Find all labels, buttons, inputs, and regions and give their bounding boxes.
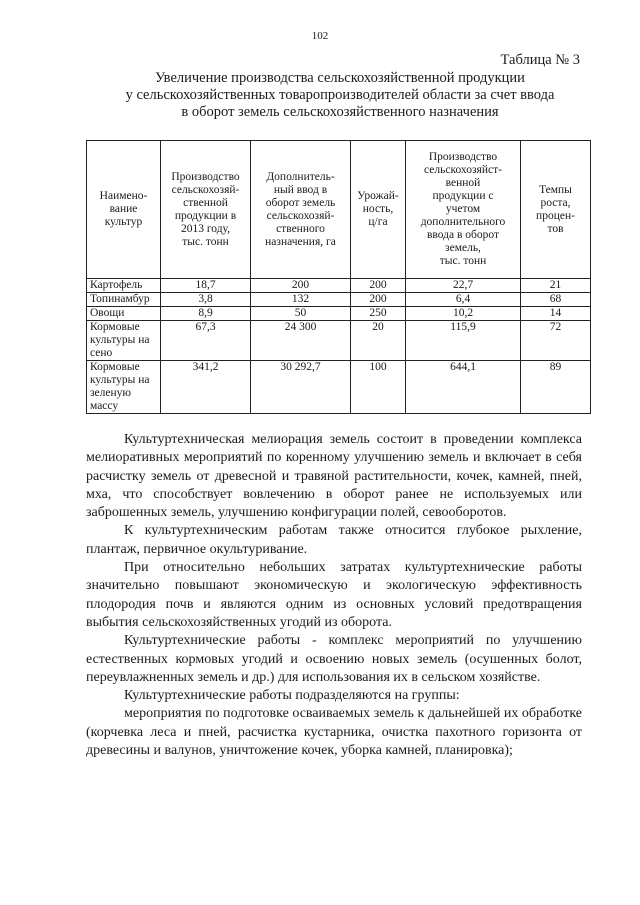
value-cell: 67,3 bbox=[161, 321, 251, 361]
table-body bbox=[87, 279, 591, 414]
header-cell-production-2013 bbox=[161, 141, 251, 279]
header-line: Производство bbox=[428, 151, 498, 163]
crop-name-cell bbox=[87, 321, 161, 361]
header-line: ность, bbox=[362, 203, 394, 215]
title-line: у сельскохозяйственных товаропроизводителей области за счет ввода bbox=[125, 87, 555, 103]
crop-name-line: Топинамбур bbox=[90, 293, 150, 305]
value-cell: 68 bbox=[521, 293, 591, 307]
header-line: вание bbox=[109, 203, 138, 215]
header-line: ственного bbox=[276, 222, 325, 235]
table-label: Таблица № 3 bbox=[500, 52, 580, 68]
crop-name-line: Картофель bbox=[90, 279, 143, 291]
header-cell-production-with-land bbox=[406, 141, 521, 279]
header-line: 2013 году, bbox=[180, 222, 231, 235]
table-row bbox=[87, 307, 591, 321]
crop-name-line: культуры на bbox=[90, 334, 150, 346]
body-text bbox=[86, 431, 582, 760]
title-line: в оборот земель сельскохозяйственного назначения bbox=[181, 104, 499, 120]
table-header-row bbox=[87, 141, 591, 279]
paragraph: Культуртехнические работы подразделяются на группы: bbox=[124, 688, 460, 704]
header-line: Наимено- bbox=[99, 190, 148, 202]
value-cell: 200 bbox=[251, 279, 351, 293]
header-line: назначения, га bbox=[265, 235, 336, 248]
value-cell: 200 bbox=[351, 279, 406, 293]
value-cell: 89 bbox=[521, 361, 591, 414]
value-cell: 10,2 bbox=[406, 307, 521, 321]
header-line: учетом bbox=[445, 203, 481, 215]
value-cell: 72 bbox=[521, 321, 591, 361]
table-row bbox=[87, 321, 591, 361]
header-line: ввода в оборот bbox=[426, 229, 500, 241]
header-line: ственной bbox=[183, 196, 228, 209]
paragraph: К культуртехническим работам также относится глубокое рыхление, плантаж, первичное окультуривание. bbox=[86, 523, 582, 557]
header-cell-crop-name bbox=[87, 141, 161, 279]
crop-name-cell bbox=[87, 293, 161, 307]
table-row bbox=[87, 293, 591, 307]
crop-name-line: массу bbox=[90, 400, 119, 412]
crop-name-cell bbox=[87, 361, 161, 414]
value-cell: 100 bbox=[351, 361, 406, 414]
value-cell: 24 300 bbox=[251, 321, 351, 361]
paragraph: мероприятия по подготовке осваиваемых земель к дальнейшей их обработке (корчевка леса и пней, расчистка кустарника, очистка пахотного горизонта от древесины и валунов, уничтожение кочек, уборка камней, планировка); bbox=[86, 706, 582, 759]
header-line: продукции с bbox=[432, 190, 494, 202]
table-row bbox=[87, 361, 591, 414]
header-line: Темпы bbox=[539, 183, 572, 196]
value-cell: 200 bbox=[351, 293, 406, 307]
value-cell: 644,1 bbox=[406, 361, 521, 414]
header-line: Дополнитель- bbox=[266, 170, 335, 183]
value-cell: 21 bbox=[521, 279, 591, 293]
header-line: сельскохозяйст- bbox=[424, 164, 502, 176]
table-row bbox=[87, 279, 591, 293]
header-line: процен- bbox=[536, 209, 575, 222]
title-line: Увеличение производства сельскохозяйственной продукции bbox=[155, 70, 525, 86]
header-line: тыс. тонн bbox=[182, 235, 229, 248]
value-cell: 132 bbox=[251, 293, 351, 307]
header-line: дополнительного bbox=[420, 216, 506, 228]
value-cell: 341,2 bbox=[161, 361, 251, 414]
table-title bbox=[70, 70, 610, 121]
header-line: Урожай- bbox=[357, 190, 399, 202]
value-cell: 14 bbox=[521, 307, 591, 321]
page-number: 102 bbox=[311, 30, 329, 42]
value-cell: 22,7 bbox=[406, 279, 521, 293]
header-line: тов bbox=[547, 222, 564, 235]
header-line: Производство bbox=[171, 170, 240, 183]
crop-name-cell bbox=[87, 307, 161, 321]
crop-name-cell bbox=[87, 279, 161, 293]
crop-name-line: Кормовые bbox=[90, 321, 140, 333]
value-cell: 8,9 bbox=[161, 307, 251, 321]
value-cell: 50 bbox=[251, 307, 351, 321]
header-line: роста, bbox=[540, 196, 571, 209]
header-line: сельскохозяй- bbox=[266, 209, 335, 222]
crop-name-line: культуры на bbox=[90, 374, 150, 386]
production-table bbox=[86, 140, 591, 414]
header-line: культур bbox=[104, 216, 143, 228]
value-cell: 20 bbox=[351, 321, 406, 361]
value-cell: 6,4 bbox=[406, 293, 521, 307]
crop-name-line: сено bbox=[90, 347, 113, 359]
header-cell-yield bbox=[351, 141, 406, 279]
header-line: продукции в bbox=[174, 209, 237, 222]
header-line: ный ввод в bbox=[273, 183, 328, 196]
value-cell: 18,7 bbox=[161, 279, 251, 293]
paragraph: Культуртехническая мелиорация земель состоит в проведении комплекса мелиоративных мероприятий по коренному улучшению земель и включает в себя расчистку земель от древесной и травяной растительности, кочек, камней, пней, мха, что способствует вовлечению в оборот ранее не используемых или заброшенных земель, улучшению конфигурации полей, севооборотов. bbox=[86, 432, 582, 521]
header-cell-growth-rate bbox=[521, 141, 591, 279]
crop-name-line: зеленую bbox=[90, 387, 131, 399]
value-cell: 3,8 bbox=[161, 293, 251, 307]
header-line: ц/га bbox=[368, 216, 388, 228]
crop-name-line: Овощи bbox=[90, 307, 125, 319]
crop-name-line: Кормовые bbox=[90, 361, 140, 373]
value-cell: 250 bbox=[351, 307, 406, 321]
header-line: венной bbox=[445, 177, 481, 189]
header-cell-additional-land bbox=[251, 141, 351, 279]
paragraph: Культуртехнические работы - комплекс мероприятий по улучшению естественных кормовых угодий и освоению новых земель (осушенных болот, переувлажненных земель и др.) для использования их в сельском хозяйстве. bbox=[86, 633, 582, 685]
header-line: земель, bbox=[445, 242, 481, 254]
paragraph: При относительно небольших затратах культуртехнические работы значительно повышают экономическую и экологическую эффективность плодородия почв и являются одним из основных условий предотвращения выбытия сельскохозяйственных угодий из оборота. bbox=[86, 560, 582, 630]
value-cell: 30 292,7 bbox=[251, 361, 351, 414]
header-line: тыс. тонн bbox=[439, 255, 487, 267]
header-line: оборот земель bbox=[265, 196, 336, 209]
value-cell: 115,9 bbox=[406, 321, 521, 361]
header-line: сельскохозяй- bbox=[171, 183, 240, 196]
